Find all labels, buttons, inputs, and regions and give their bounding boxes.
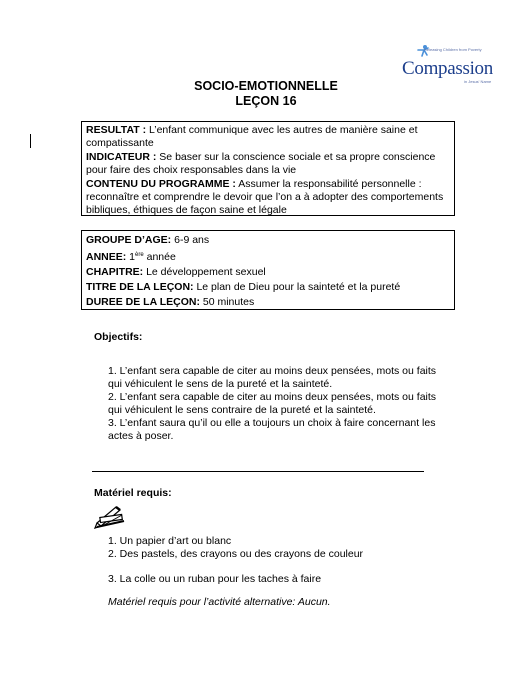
lesson-info-box [81, 230, 455, 310]
logo-name: Compassion [402, 58, 493, 79]
contenu-line [86, 178, 450, 217]
duree-value: 50 minutes [199, 296, 255, 308]
logo-subtitle: in Jesus' Name [464, 79, 492, 84]
list-item: 2. L’enfant sera capable de citer au moins deux pensées, mots ou faits qui véhiculent le sens contraire de la pureté et la sainteté. [108, 391, 437, 416]
duree-line [86, 296, 450, 309]
compassion-logo [402, 44, 502, 84]
list-item: 1. L’enfant sera capable de citer au moins deux pensées, mots ou faits qui véhiculent le sens de la pureté et la sainteté. [108, 365, 437, 390]
indicateur-line [86, 151, 450, 177]
resultat-label: RESULTAT : [86, 124, 147, 136]
list-item: 1. Un papier d’art ou blanc [108, 535, 232, 547]
titre-value: Le plan de Dieu pour la sainteté et la pureté [193, 281, 401, 293]
contenu-label: CONTENU DU PROGRAMME : [86, 178, 236, 190]
chapitre-value: Le développement sexuel [143, 266, 266, 278]
titre-line [86, 281, 450, 294]
objectives-heading: Objectifs: [94, 331, 143, 343]
materials-heading: Matériel requis: [94, 487, 172, 499]
list-item: 2. Des pastels, des crayons ou des crayons de couleur [108, 548, 364, 560]
indicateur-text: Se baser sur la conscience sociale et sa propre conscience pour faire des choix responsables dans la vie [86, 151, 436, 176]
indicateur-label: INDICATEUR : [86, 151, 157, 163]
duree-label: DUREE DE LA LEÇON: [86, 296, 200, 308]
groupe-line [86, 234, 450, 247]
outcome-box [81, 121, 455, 216]
list-item: 3. L’enfant saura qu’il ou elle a toujours un choix à faire concernant les actes à poser. [108, 417, 436, 442]
annee-label: ANNEE: [86, 251, 127, 263]
groupe-label: GROUPE D’AGE: [86, 234, 172, 246]
objectives-list [108, 365, 438, 443]
chapitre-line [86, 266, 450, 279]
annee-superscript: ère [135, 252, 144, 258]
contenu-text: Assumer la responsabilité personnelle : reconnaître et comprendre le devoir que l’on a à adopter des comportements bibliques, éthiques de façon saine et légale [86, 178, 444, 216]
annee-value-rest: année [143, 251, 176, 263]
text-cursor [30, 134, 31, 148]
resultat-line [86, 124, 450, 150]
lesson-number: LEÇON 16 [235, 94, 297, 108]
materials-list [108, 535, 438, 586]
document-title: SOCIO-EMOTIONNELLE [194, 79, 338, 93]
art-supplies-icon [94, 503, 128, 529]
resultat-text: L’enfant communique avec les autres de manière saine et compatissante [86, 124, 418, 149]
list-item: 3. La colle ou un ruban pour les taches à faire [108, 573, 322, 585]
groupe-value: 6-9 ans [171, 234, 210, 246]
titre-label: TITRE DE LA LEÇON: [86, 281, 194, 293]
annee-line [86, 249, 450, 264]
annee-value: 1 [126, 251, 136, 263]
alternative-materials-note: Matériel requis pour l’activité alternative: Aucun. [108, 596, 331, 608]
logo-tagline: Releasing Children from Poverty [424, 47, 482, 52]
chapitre-label: CHAPITRE: [86, 266, 144, 278]
section-divider [92, 471, 424, 472]
